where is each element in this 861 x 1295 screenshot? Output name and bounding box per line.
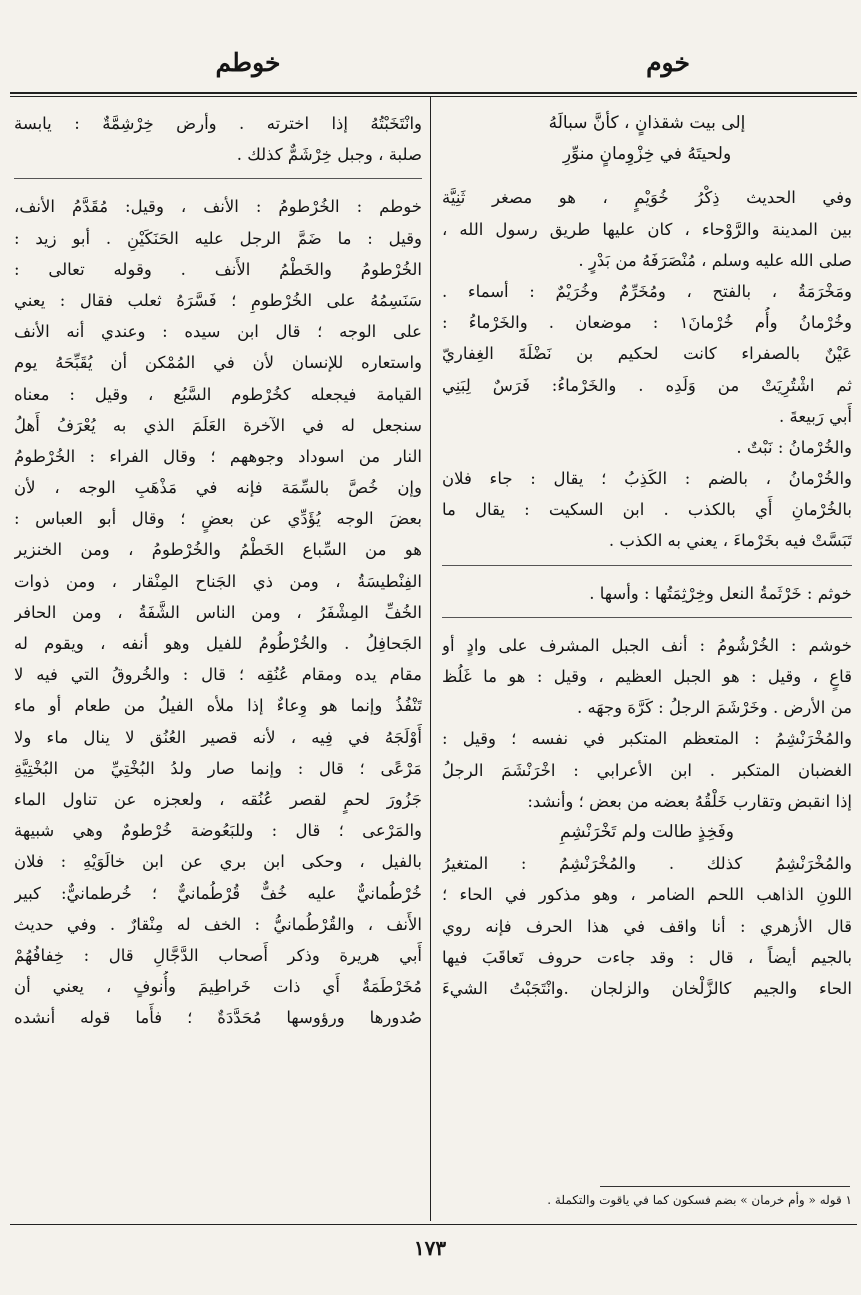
text-line: عَيْنٌ بالصفراء كانت لحكيم بن نَضْلَةَ الغِفاريّ [442, 344, 852, 364]
header-entry-right: خوم [646, 48, 690, 77]
footnote: ١ قوله « وأم خرمان » بضم فسكون كما في ياقوت والتكملة . [547, 1193, 852, 1207]
text-line: واستعاره للإنسان لأن في المُمْكن أن يُقَبِّحَهُ يوم [14, 353, 422, 373]
text-line: خُرْطُمانيٌّ عليه خُفٌّ قُرْطُمانيٌّ ؛ خُرطمانيٌّ: كبير [14, 883, 422, 903]
text-line: الأَنف ، والقُرْطُمانيُّ : الخف له مِنْقارٌ . وفي حديث [14, 914, 422, 934]
header-rule-thin [10, 96, 857, 97]
text-line: بالفيل ، وحكى ابن بري عن ابن خالَوَيْهِ : فلان [14, 852, 422, 872]
header-entry-left: خوطم [215, 48, 281, 77]
text-line: جَزُورَ لحمٍ لقصر عُنُقه ، ولعجزه عن تناول الماء [14, 789, 422, 809]
text-line: هو من السِّباع الخَطْمُ والخُرْطومُ ، ومن الخنزير [14, 540, 422, 560]
text-line: خوطم : الخُرْطومُ : الأنف ، وقيل: مُقَدَّمُ الأنف، [14, 197, 422, 217]
text-line: الغضبان المتكبر . ابن الأعرابي : اخْرَنْشَمَ الرجلُ [442, 760, 852, 780]
text-line: تَنْفُذُ وإنما هو وِعاءٌ إذا ملأه الفيلُ من طعام أو ماء [14, 696, 422, 716]
text-line: والخُرْمانُ ، بالضم : الكَذِبُ ؛ يقال : جاء فلان [442, 469, 852, 489]
text-line: الحاء والجيم كالزَّلْخان والزلجان .وانْتَجَبْتُ الشيءَ [442, 978, 852, 998]
header-rule [10, 92, 857, 94]
text-line: صلبة ، وجبل خِرْشَمٌّ كذلك . [236, 145, 422, 165]
text-line: إذا انقبض وتقارب خَلْقُهُ بعضه من بعض ؛ وأنشد: [527, 791, 852, 811]
text-line: أَبي هريرة وذكر أَصحاب الدَّجَّالِ قال : خِفافُهُمْ [14, 945, 422, 965]
entry-separator [14, 178, 422, 179]
text-line: النار من اسوداد وجوههم ؛ وقال الفراء : الخُرْطومُ [14, 446, 422, 466]
text-line: القيامة فيجعله كخُرْطوم السَّبُع ، وقيل : معناه [14, 384, 422, 404]
text-line: والمَرْعى ؛ قال : وللبَعُوضة خُرْطومٌ وهي شبيهة [14, 821, 422, 841]
text-line: الخُفِّ المِشْفَرُ ، ومن الناس الشَّفَةُ ، ومن الحافر [14, 602, 422, 622]
text-line: أَوْلَجَهُ في فِيه ، لأنه قصير العُنُق لا ينال ماء ولا [14, 727, 422, 747]
column-divider [430, 96, 431, 1221]
text-line: صُدورها ورؤوسها مُحَدَّدَةٌ ؛ فأَما قوله أنشده [14, 1008, 422, 1028]
text-line: خوشم : الخُرْشُومُ : أنف الجبل المشرف على وادٍ أو [442, 635, 852, 655]
text-line: على الوجه ؛ قال ابن سيده : وعندي أنه الأنف [14, 322, 422, 342]
verse-line: إلى بيت شقذانٍ ، كأنَّ سبالَهُ [548, 113, 746, 133]
left-column [14, 108, 422, 1033]
text-line: قاعٍ ، وقيل : هو الجبل العظيم ، وقيل : هو ما غَلُظ [442, 667, 852, 686]
text-line: والمُخْرَنْشِمُ : المتعظم المتكبر في نفسه ؛ وقيل : [442, 729, 852, 749]
footer-rule [10, 1224, 857, 1225]
verse-line: ولحيتَهُ في خِزْوِمانٍ منوِّرِ [562, 144, 732, 165]
text-line: ثم اشْتُرِيَتْ من وَلَدِه . والخَرْماءُ: فَرَسٌ لِبَنِي [442, 375, 852, 395]
text-line: والخُرْمانُ : نَبْتٌ . [736, 437, 852, 457]
text-line: سَنَسِمُهُ على الخُرْطومِ ؛ فَسَّرَهُ ثعلب فقال : يعني [14, 290, 422, 310]
verse-line: وفَخِذٍ طالت ولم تَخْرَنْشِمِ [559, 821, 735, 842]
text-line: وانْتَخَبْتُهُ إذا اخترته . وأرض خِرْشِمَّةٌ : يابسة [14, 114, 422, 133]
text-line: بالخُرْمانِ أَي بالكذب . ابن السكيت : يقال ما [442, 500, 852, 520]
text-line: صلى الله عليه وسلم ، مُنْصَرَفَهُ من بَدْرٍ . [578, 250, 852, 270]
text-line: الخُرْطومُ والخَطْمُ الأَنف . وقوله تعالى : [14, 259, 422, 279]
spacer [442, 170, 852, 182]
text-line: تَبَسَّتْ فيه بخَرْماءَ ، يعني به الكذب . [608, 531, 852, 551]
page-number: ١٧٣ [413, 1236, 447, 1260]
text-line: الجَحافِلُ . والخُرْطُومُ للفيل وهو أنفه ، ويقوم له [14, 634, 422, 653]
text-line: مقام يده ومقام عُنُقِه ؛ قال : والخُروقُ التي فيه لا [14, 665, 422, 685]
text-line: اللونِ الذاهب اللحم الضامر ، وهو مذكور في الحاء ؛ [442, 885, 852, 905]
text-line: وقيل : ما ضَمَّ الرجل عليه الحَنَكَيْنِ . أبو زيد : [14, 228, 422, 248]
text-line: وخُرْمانُ وأُم خُرْمانَ١ : موضعان . والخَرْماءُ : [442, 313, 852, 333]
text-line: بعضَ الوجه يُؤَدِّي عن بعضٍ ؛ وقال أبو العباس : [14, 509, 422, 529]
text-line: أَبي رَبيعةَ . [778, 406, 852, 426]
text-line: بالجيم أيضاً ، قال : وقد جاءت حروف تَعاقَبَ فيها [442, 947, 852, 967]
text-line: مَرْعًى ؛ قال : وإنما صار ولدُ البُخْتِيِّ من البُخْتِيَّةِ [14, 758, 422, 778]
text-line: قال الأزهري : أنا واقف في هذا الحرف فإنه روي [442, 916, 852, 936]
text-line: من الأرض . وخَرْشَمَ الرجلُ : كَرَّهَ وجهَه . [576, 698, 852, 718]
right-column [442, 108, 852, 1004]
text-line: مُخَرْطَمَةٌ أَي ذات خَراطِيمَ وأُنوفٍ ، يعني أن [14, 977, 422, 997]
entry-separator [442, 617, 852, 618]
text-line: والمُخْرَنْشِمُ كذلك . والمُخْرَنْشِمُ : المتغيرُ [442, 854, 852, 874]
footnote-rule [600, 1186, 850, 1187]
text-line: الفِنْطيسَةُ ، ومن ذي الجَناح المِنْقار ، ومن ذوات [14, 571, 422, 591]
text-line: سنجعل له في الآخرة العَلَمَ الذي به يُعْرَفُ أَهلُ [14, 415, 422, 435]
text-line: ومَخْرَمَةُ ، بالفتح ، ومُخَرِّمٌ وخُرَيْمٌ : أسماء . [442, 281, 852, 301]
text-line: وفي الحديث ذِكْرُ خُوَيْمٍ ، هو مصغر ثَنِيَّة [442, 188, 852, 208]
entry-separator [442, 565, 852, 566]
text-line: خوثم : خَرْثَمةُ النعل وخِرْثِمَتُها : وأسها . [589, 583, 852, 603]
text-line: وإن خُصَّ بالسِّمَة فإنه في مَذْهَبِ الوجه ، لأن [14, 478, 422, 498]
text-line: بين المدينة والرَّوْحاء ، كان عليها طريق رسول الله ، [442, 219, 852, 239]
